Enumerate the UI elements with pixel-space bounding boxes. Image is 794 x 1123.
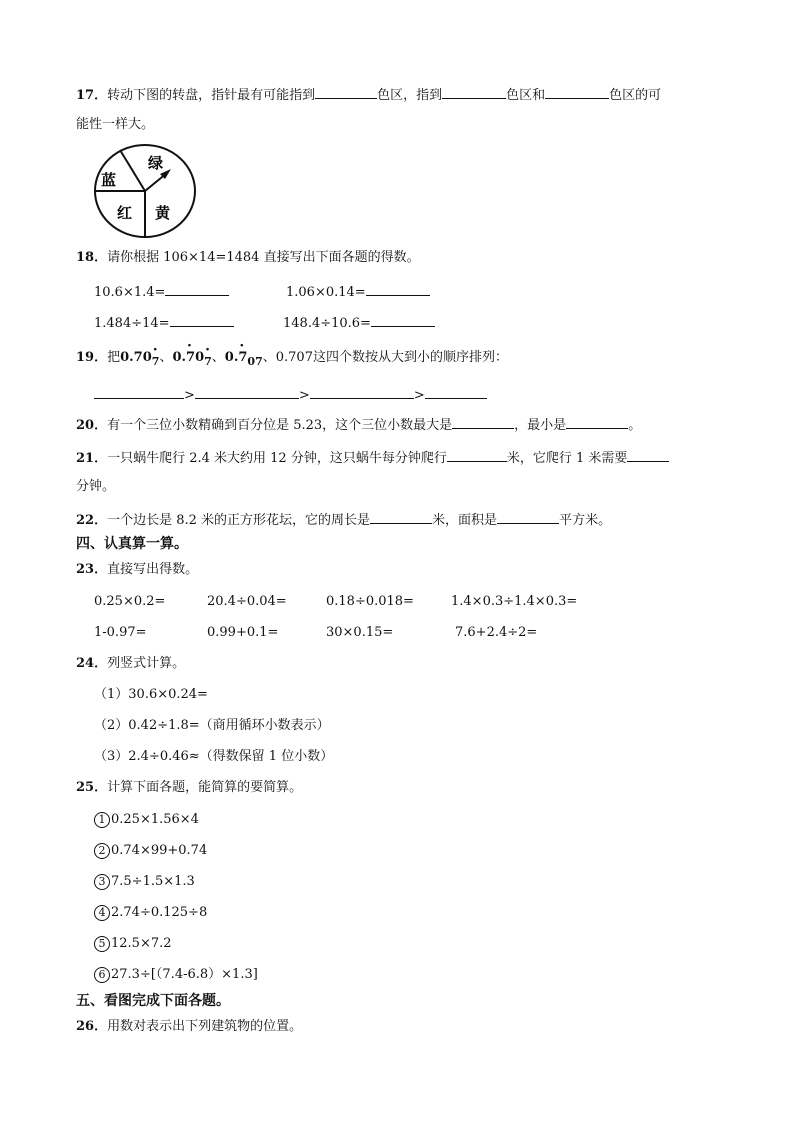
q23-item: 0.18÷0.018=: [326, 594, 414, 609]
expression: 7.5÷1.5×1.3: [111, 874, 195, 889]
expression: 1.06×0.14=: [286, 285, 366, 300]
question-26: [76, 1018, 302, 1036]
answer-blank[interactable]: [447, 447, 507, 462]
repeating-digit: · 7: [152, 353, 160, 371]
q25-item: [94, 904, 207, 922]
question-21-cont: [76, 478, 115, 496]
question-18: [76, 249, 420, 267]
section-heading: 五、看图完成下面各题。: [76, 993, 230, 1009]
question-number: 21．: [76, 451, 108, 466]
question-number: 19．: [76, 350, 108, 365]
q24-item: （2）0.42÷1.8=（商用循环小数表示）: [94, 718, 330, 733]
question-24: [76, 655, 185, 673]
spinner-label-red: 红: [117, 204, 133, 222]
q24-item: （1）30.6×0.24=: [94, 687, 208, 702]
question-text: 直接写出得数。: [107, 562, 199, 577]
spinner-label-green: 绿: [148, 154, 164, 172]
question-number: 24．: [76, 656, 108, 671]
spinner-diagram: [93, 143, 197, 239]
question-text: 一个边长是 8.2 米的正方形花坛，它的周长是: [107, 513, 371, 528]
q23-item: 20.4÷0.04=: [207, 594, 287, 609]
answer-blank[interactable]: [195, 384, 299, 399]
q19-answer-row: [94, 384, 487, 405]
expression: 12.5×7.2: [111, 936, 172, 951]
answer-blank[interactable]: [497, 509, 559, 524]
answer-blank[interactable]: [94, 384, 184, 399]
question-17-cont: [76, 116, 154, 134]
expression: 10.6×1.4=: [94, 285, 166, 300]
question-20: [76, 414, 641, 435]
answer-blank[interactable]: [366, 281, 430, 296]
expression: 148.4÷10.6=: [283, 316, 371, 331]
question-number: 26．: [76, 1019, 108, 1034]
question-text: 色区，指到: [377, 88, 443, 103]
expression: 1.484÷14=: [94, 316, 170, 331]
expression: 2.74÷0.125÷8: [111, 905, 208, 920]
question-text: 列竖式计算。: [107, 656, 186, 671]
answer-blank[interactable]: [627, 447, 669, 462]
q24-item: （3）2.4÷0.46≈（得数保留 1 位小数）: [94, 749, 334, 764]
answer-blank[interactable]: [371, 312, 435, 327]
answer-blank[interactable]: [425, 384, 487, 399]
q23-item: 1.4×0.3÷1.4×0.3=: [451, 594, 578, 609]
q23-item: 0.99+0.1=: [207, 625, 279, 640]
answer-blank[interactable]: [566, 414, 628, 429]
question-text: ，最小是: [514, 418, 567, 433]
q25-item: [94, 811, 199, 829]
q23-item: 1-0.97=: [94, 625, 147, 640]
number: 0.: [172, 350, 187, 365]
greater-than: >: [413, 388, 425, 403]
spinner-divider: [120, 150, 145, 191]
q18-item-d: [283, 312, 435, 333]
q18-item-c: [94, 312, 234, 333]
number: 0.70: [120, 350, 152, 365]
q25-item: [94, 842, 207, 860]
question-22: [76, 509, 611, 530]
spinner-label-blue: 蓝: [101, 171, 117, 189]
answer-blank[interactable]: [170, 312, 234, 327]
number: 0: [247, 355, 256, 368]
q23-item: 0.25×0.2=: [94, 594, 166, 609]
question-number: 22．: [76, 513, 108, 528]
q25-item: [94, 935, 172, 953]
circled-number: 6: [94, 967, 110, 983]
question-text: 。: [628, 418, 642, 433]
repeating-digit: · 7: [238, 349, 247, 367]
number: 0.: [224, 350, 239, 365]
q25-item: [94, 873, 195, 891]
expression: 0.25×1.56×4: [111, 812, 199, 827]
question-text: 色区和: [506, 88, 546, 103]
question-text: 把: [107, 350, 121, 365]
answer-blank[interactable]: [310, 384, 414, 399]
question-text: 平方米。: [559, 513, 612, 528]
question-text: 能性一样大。: [76, 117, 155, 132]
question-25: [76, 779, 302, 797]
question-number: 18．: [76, 250, 108, 265]
repeating-digit: · 7: [186, 349, 195, 367]
question-number: 25．: [76, 780, 108, 795]
question-23: [76, 561, 198, 579]
answer-blank[interactable]: [165, 281, 229, 296]
question-number: 23．: [76, 562, 108, 577]
question-17: [76, 84, 661, 105]
circled-number: 4: [94, 905, 110, 921]
question-text: 有一个三位小数精确到百分位是 5.23，这个三位小数最大是: [107, 418, 453, 433]
number: 0: [195, 350, 205, 365]
answer-blank[interactable]: [545, 84, 609, 99]
spinner-label-yellow: 黄: [155, 204, 171, 222]
question-text: 用数对表示出下列建筑物的位置。: [107, 1019, 303, 1034]
q18-item-b: [286, 281, 430, 302]
question-text: 米，面积是: [432, 513, 498, 528]
repeating-digit: · 7: [204, 353, 212, 371]
answer-blank[interactable]: [442, 84, 506, 99]
circled-number: 3: [94, 874, 110, 890]
q23-item: 7.6+2.4÷2=: [455, 625, 538, 640]
circled-number: 2: [94, 843, 110, 859]
expression: 27.3÷[（7.4-6.8）×1.3]: [111, 967, 258, 982]
answer-blank[interactable]: [370, 509, 432, 524]
expression: 0.74×99+0.74: [111, 843, 208, 858]
q18-item-a: [94, 281, 229, 302]
circled-number: 1: [94, 812, 110, 828]
q25-item: [94, 966, 258, 984]
question-text: 计算下面各题，能简算的要简算。: [107, 780, 303, 795]
question-text: 米，它爬行 1 米需要: [506, 451, 628, 466]
section-heading: 四、认真算一算。: [76, 536, 188, 552]
question-text: 请你根据 106×14=1484 直接写出下面各题的得数。: [107, 250, 420, 265]
answer-blank[interactable]: [452, 414, 514, 429]
question-text: 这四个数按从大到小的顺序排列：: [312, 350, 508, 365]
greater-than: >: [184, 388, 195, 403]
circled-number: 5: [94, 936, 110, 952]
greater-than: >: [298, 388, 310, 403]
question-19: [76, 349, 508, 371]
question-text: 色区的可: [609, 88, 662, 103]
answer-blank[interactable]: [315, 84, 377, 99]
q23-item: 30×0.15=: [326, 625, 394, 640]
separator: 、: [211, 350, 225, 365]
question-text: 分钟。: [76, 479, 116, 494]
question-number: 20．: [76, 418, 108, 433]
number: 7: [255, 355, 263, 368]
question-21: [76, 447, 669, 468]
number: 0.707: [275, 350, 313, 365]
question-text: 转动下图的转盘，指针最有可能指到: [107, 88, 316, 103]
question-text: 一只蜗牛爬行 2.4 米大约用 12 分钟，这只蜗牛每分钟爬行: [107, 451, 447, 466]
separator: 、: [262, 350, 276, 365]
question-number: 17．: [76, 88, 108, 103]
separator: 、: [159, 350, 173, 365]
